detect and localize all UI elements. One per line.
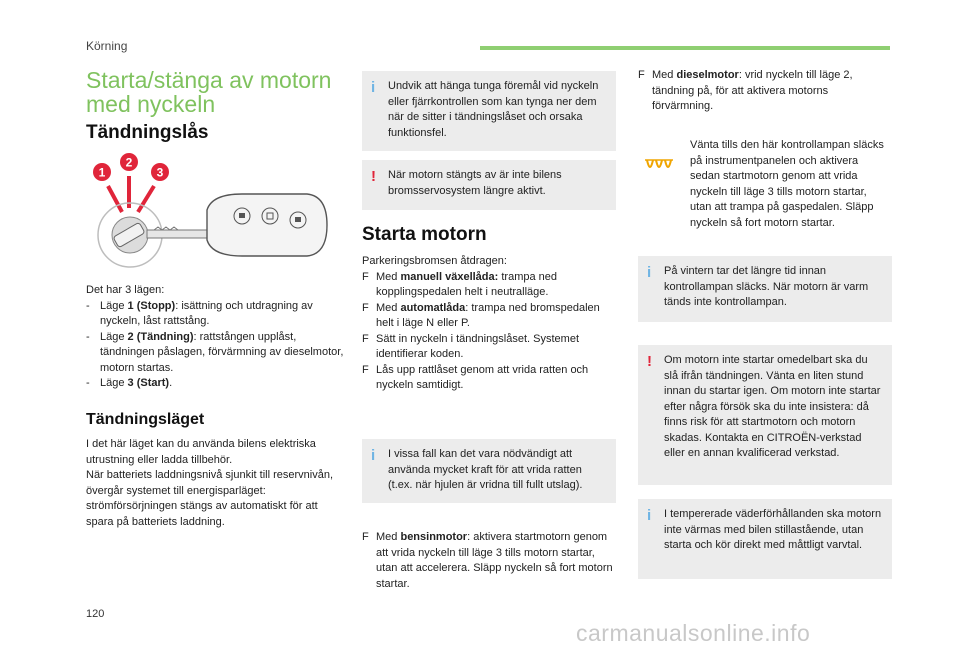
position-1-pre: Läge — [100, 299, 128, 312]
warning-icon: ! — [647, 353, 652, 370]
figure-label-2: 2 — [125, 155, 133, 170]
warning-box-nostart — [638, 345, 892, 485]
heading-starta-motorn: Starta motorn — [362, 224, 487, 245]
page-title-line-1: Starta/stänga av motorn — [86, 67, 332, 93]
figure-label-1: 1 — [98, 165, 106, 180]
bensin-bold: bensinmotor — [400, 531, 468, 543]
page-title-line-2: med nyckeln — [86, 91, 216, 117]
step-2-post: : trampa ned bromspedalen helt i läge N eller P. — [376, 301, 600, 329]
start-steps — [362, 254, 618, 394]
positions-block — [86, 283, 348, 392]
info-box-force — [362, 439, 616, 503]
warning-box-nostart-text: Om motorn inte startar omedelbart ska du slå ifrån tändningen. Vänta en liten stund innan du startar igen. Om motorn inte startar efter några försök ska du inte insistera: då finns risk för att startmotorn och motorn skadas. Kontakta en CITROËN-verkstad eller en annan kvalificerad verkstad. — [664, 354, 881, 459]
heading-tandningslaget: Tändningsläget — [86, 411, 205, 428]
step-4-text: Lås upp rattlåset genom att vrida ratten och nyckeln samtidigt. — [376, 363, 589, 391]
position-1-bold: 1 (Stopp) — [127, 299, 176, 312]
start-step-3 — [362, 332, 618, 363]
step-3-text: Sätt in nyckeln i tändningslåset. Systemet identifierar koden. — [376, 332, 579, 360]
bensin-post: : aktivera startmotorn genom att vrida nyckeln till läge 3 tills motorn startar, utan att accelerera. Släpp nyckeln så fort motorn startar. — [376, 531, 613, 590]
diesel-post: : vrid nyckeln till läge 2, tändning på, för att aktivera motorns förvärmning. — [652, 69, 853, 112]
diesel-step — [638, 68, 892, 115]
info-box-winter-text: På vintern tar det längre tid innan kontrollampan släcks. När motorn är varm tänds inte kontrollampan. — [664, 265, 869, 308]
info-box-temperate-text: I tempererade väderförhållanden ska motorn inte värmas med bilen stillastående, utan starta och kör direkt med måttligt varvtal. — [664, 508, 882, 551]
bensin-pre: Med — [376, 531, 401, 543]
glow-lamp-text: Vänta tills den här kontrollampan släcks på instrumentpanelen och aktivera sedan startmotorn genom att vrida nyckeln till läge 3 tills motorn startar, utan att trampa på gaspedalen. Släpp nyckeln så fort motorn startar. — [690, 139, 884, 229]
bensin-row — [362, 530, 618, 592]
diesel-row — [638, 68, 892, 115]
bullet-icon: F — [362, 363, 369, 376]
position-item-1 — [86, 299, 348, 330]
bullet-icon: F — [362, 301, 369, 314]
bensin-step — [362, 530, 618, 592]
section-header: Körning — [86, 39, 128, 53]
position-item-3 — [86, 376, 348, 392]
step-2-pre: Med — [376, 301, 401, 314]
warning-box-brake-text: När motorn stängts av är inte bilens bromsservosystem längre aktivt. — [388, 169, 562, 197]
watermark: carmanualsonline.info — [576, 620, 811, 646]
start-step-1 — [362, 270, 618, 301]
tandningslaget-paragraph: I det här läget kan du använda bilens elektriska utrustning eller ladda tillbehör. När batteriets laddningsnivå sjunkit till reservnivån, övergår systemet till energisparläget: strömförsörjningen stängs av automatiskt för att spara på batteriets laddning. — [86, 438, 334, 528]
warning-box-brake — [362, 160, 616, 210]
bullet-icon: F — [638, 69, 645, 81]
page-title — [86, 68, 346, 116]
page-number: 120 — [86, 608, 105, 620]
position-item-2 — [86, 330, 348, 377]
list-dash: - — [86, 377, 90, 389]
step-1-pre: Med — [376, 270, 401, 283]
position-2-bold: 2 (Tändning) — [127, 330, 194, 343]
start-intro: Parkeringsbromsen åtdragen: — [362, 255, 507, 267]
info-icon: i — [647, 264, 652, 281]
bullet-icon: F — [362, 270, 369, 283]
position-2-post: : rattstången upplåst, tändningen påslagen, förvärmning av dieselmotor, motorn startas. — [100, 330, 344, 374]
position-3-pre: Läge — [100, 377, 128, 389]
position-1-post: : isättning och utdragning av nyckeln, låst rattstång. — [100, 299, 313, 327]
position-3-post: . — [169, 377, 173, 389]
diesel-pre: Med — [652, 69, 677, 81]
info-icon: i — [371, 79, 376, 96]
start-step-4 — [362, 363, 618, 394]
info-box-temperate — [638, 499, 892, 579]
list-dash: - — [86, 299, 90, 312]
section-header-bar — [480, 46, 890, 50]
figure-label-3: 3 — [156, 165, 164, 180]
info-box-winter — [638, 256, 892, 322]
info-box-force-text: I vissa fall kan det vara nödvändigt att använda mycket kraft för att vrida ratten (t.ex. när hjulen är vridna till fullt utslag). — [388, 448, 583, 491]
position-3-bold: 3 (Start) — [127, 377, 170, 389]
step-2-bold: automatlåda — [400, 301, 466, 314]
list-dash: - — [86, 330, 90, 343]
bullet-icon: F — [362, 332, 369, 345]
glow-plug-icon — [644, 157, 674, 177]
info-box-hang — [362, 71, 616, 151]
position-2-pre: Läge — [100, 330, 128, 343]
info-icon: i — [371, 447, 376, 464]
positions-intro: Det har 3 lägen: — [86, 284, 165, 296]
step-1-post: trampa ned kopplingspedalen helt i neutralläge. — [376, 270, 557, 298]
heading-tandningslas: Tändningslås — [86, 122, 209, 143]
info-box-hang-text: Undvik att hänga tunga föremål vid nyckeln eller fjärrkontrollen som kan tynga ner dem när de sitter i tändningslåset och orsaka funktionsfel. — [388, 80, 599, 139]
key-fob-figure — [92, 150, 342, 280]
diesel-bold: dieselmotor — [676, 69, 739, 81]
bullet-icon: F — [362, 531, 369, 543]
warning-icon: ! — [371, 168, 376, 185]
info-icon: i — [647, 507, 652, 524]
step-1-bold: manuell växellåda: — [400, 270, 499, 283]
start-step-2 — [362, 301, 618, 332]
